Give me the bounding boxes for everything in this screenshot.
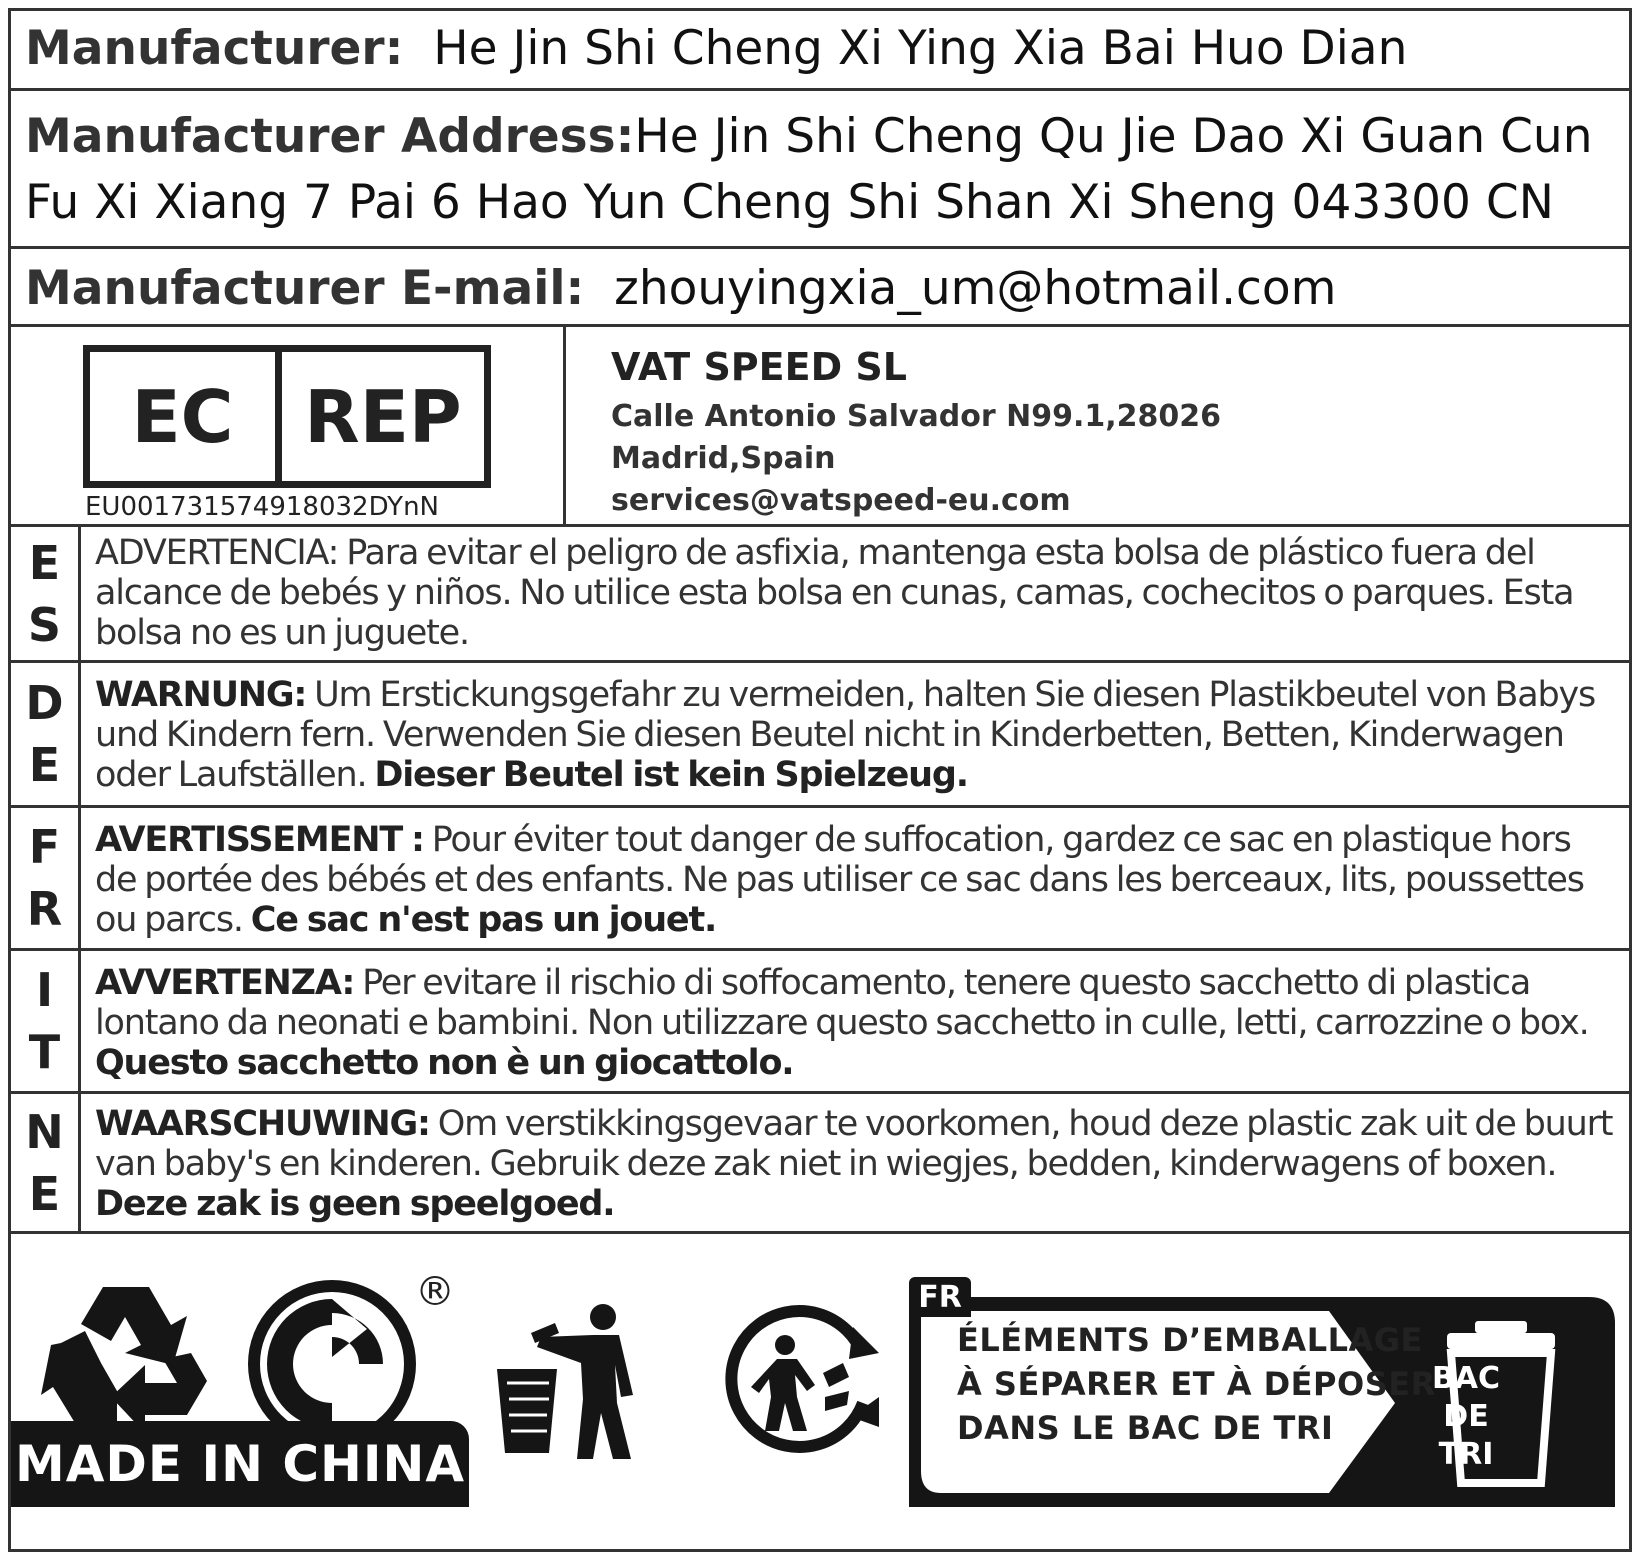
warning-emphasis: Questo sacchetto non è un giocattolo. [95,1043,794,1083]
language-code [11,527,81,660]
triman-icon [723,1293,893,1463]
address-label: Manufacturer Address: [25,109,635,164]
manufacturer-label: Manufacturer: [25,21,404,76]
address-line-1 [25,109,1592,164]
warning-emphasis: Deze zak is geen speelgoed. [95,1184,615,1224]
manufacturer-value: He Jin Shi Cheng Xi Ying Xia Bai Huo Dian [433,21,1408,76]
rep-email: services@vatspeed-eu.com [611,483,1071,518]
address-value-1: He Jin Shi Cheng Qu Jie Dao Xi Guan Cun [634,109,1593,164]
language-code [11,1094,81,1231]
warning-heading: AVVERTENZA: [95,963,355,1003]
code-letter: E [28,738,61,792]
made-in-china-badge: MADE IN CHINA [11,1421,469,1507]
code-letter: I [35,963,54,1017]
warning-emphasis: Ce sac n'est pas un jouet. [250,900,717,940]
recycle-icon [41,1279,211,1439]
address-value-2: Fu Xi Xiang 7 Pai 6 Hao Yun Cheng Shi Shan Xi Sheng 043300 CN [25,175,1554,230]
rep-address-2: Madrid,Spain [611,441,836,476]
code-letter: E [28,1166,61,1221]
rep-company: VAT SPEED SL [611,345,907,389]
warning-body: Para evitar el peligro de asfixia, mantenga esta bolsa de plástico fuera del alcance de bebés y niños. No utilice esta bolsa en cunas, camas, cochecitos o parques. Esta bolsa no es un juguete. [95,533,1574,653]
ec-rep-code: EU001731574918032DYnN [85,492,439,522]
address-row [11,91,1629,249]
warning-heading: WAARSCHUWING: [95,1104,430,1144]
ec-text: EC [90,352,282,481]
registered-mark: ® [415,1269,455,1315]
code-letter: F [28,820,61,874]
warning-nl [11,1094,1629,1234]
warning-text [95,533,1615,653]
warning-emphasis: Dieser Beutel ist kein Spielzeug. [374,755,968,795]
warning-text [95,820,1615,940]
warning-heading: AVERTISSEMENT : [95,820,424,860]
warning-text [95,675,1615,795]
triman-line-3: DANS LE BAC DE TRI [957,1409,1334,1447]
triman-fr-tab: FR [909,1277,971,1317]
rep-address-1: Calle Antonio Salvador N99.1,28026 [611,399,1221,434]
warning-text [95,1104,1615,1224]
triman-line-1: ÉLÉMENTS D’EMBALLAGE [957,1321,1423,1359]
bin-label-3: TRI [1438,1437,1494,1472]
language-code [11,808,81,948]
ec-rep-symbol-area [11,327,566,524]
ec-rep-row [11,327,1629,527]
bin-label-2: DE [1443,1399,1489,1434]
tidyman-icon [497,1303,657,1463]
warning-text [95,963,1615,1083]
warning-heading: ADVERTENCIA: [95,533,339,573]
manufacturer-line [25,21,1407,76]
warning-body: Pour éviter tout danger de suffocation, gardez ce sac en plastique hors de portée des bébés et des enfants. Ne pas utiliser ce sac dans les berceaux, lits, poussettes ou parcs. [95,820,1584,940]
email-line [25,261,1336,316]
email-value: zhouyingxia_um@hotmail.com [614,261,1337,316]
email-row [11,249,1629,327]
code-letter: N [25,1104,64,1159]
code-letter: E [28,535,61,590]
product-label [8,8,1632,1552]
bin-label-1: BAC [1431,1361,1501,1396]
warning-body: Um Erstickungsgefahr zu vermeiden, halten Sie diesen Plastikbeutel von Babys und Kindern fern. Verwenden Sie diesen Beutel nicht in Kinderbetten, Betten, Kinderwagen oder Laufställen. [95,675,1596,795]
language-code [11,663,81,805]
triman-line-2: À SÉPARER ET À DÉPOSER [957,1365,1436,1403]
code-letter: D [25,676,64,730]
language-code [11,951,81,1091]
code-letter: S [27,597,62,652]
warning-de [11,663,1629,808]
warning-fr [11,808,1629,951]
warning-es [11,527,1629,663]
warning-heading: WARNUNG: [95,675,307,715]
rep-text: REP [304,374,462,459]
code-letter: R [26,882,63,936]
warning-body: Per evitare il rischio di soffocamento, tenere questo sacchetto di plastica lontano da neonati e bambini. Non utilizzare questo sacchetto in culle, letti, carrozzine o box. [95,963,1589,1043]
manufacturer-row [11,11,1629,91]
warning-it [11,951,1629,1094]
email-label: Manufacturer E-mail: [25,261,585,316]
address-line-2 [25,175,1554,230]
code-letter: T [28,1025,61,1079]
warning-body: Om verstikkingsgevaar te voorkomen, houd deze plastic zak uit de buurt van baby's en kinderen. Gebruik deze zak niet in wiegjes, bedden, kinderwagens of boxen. [95,1104,1613,1184]
ec-rep-icon [83,345,491,488]
